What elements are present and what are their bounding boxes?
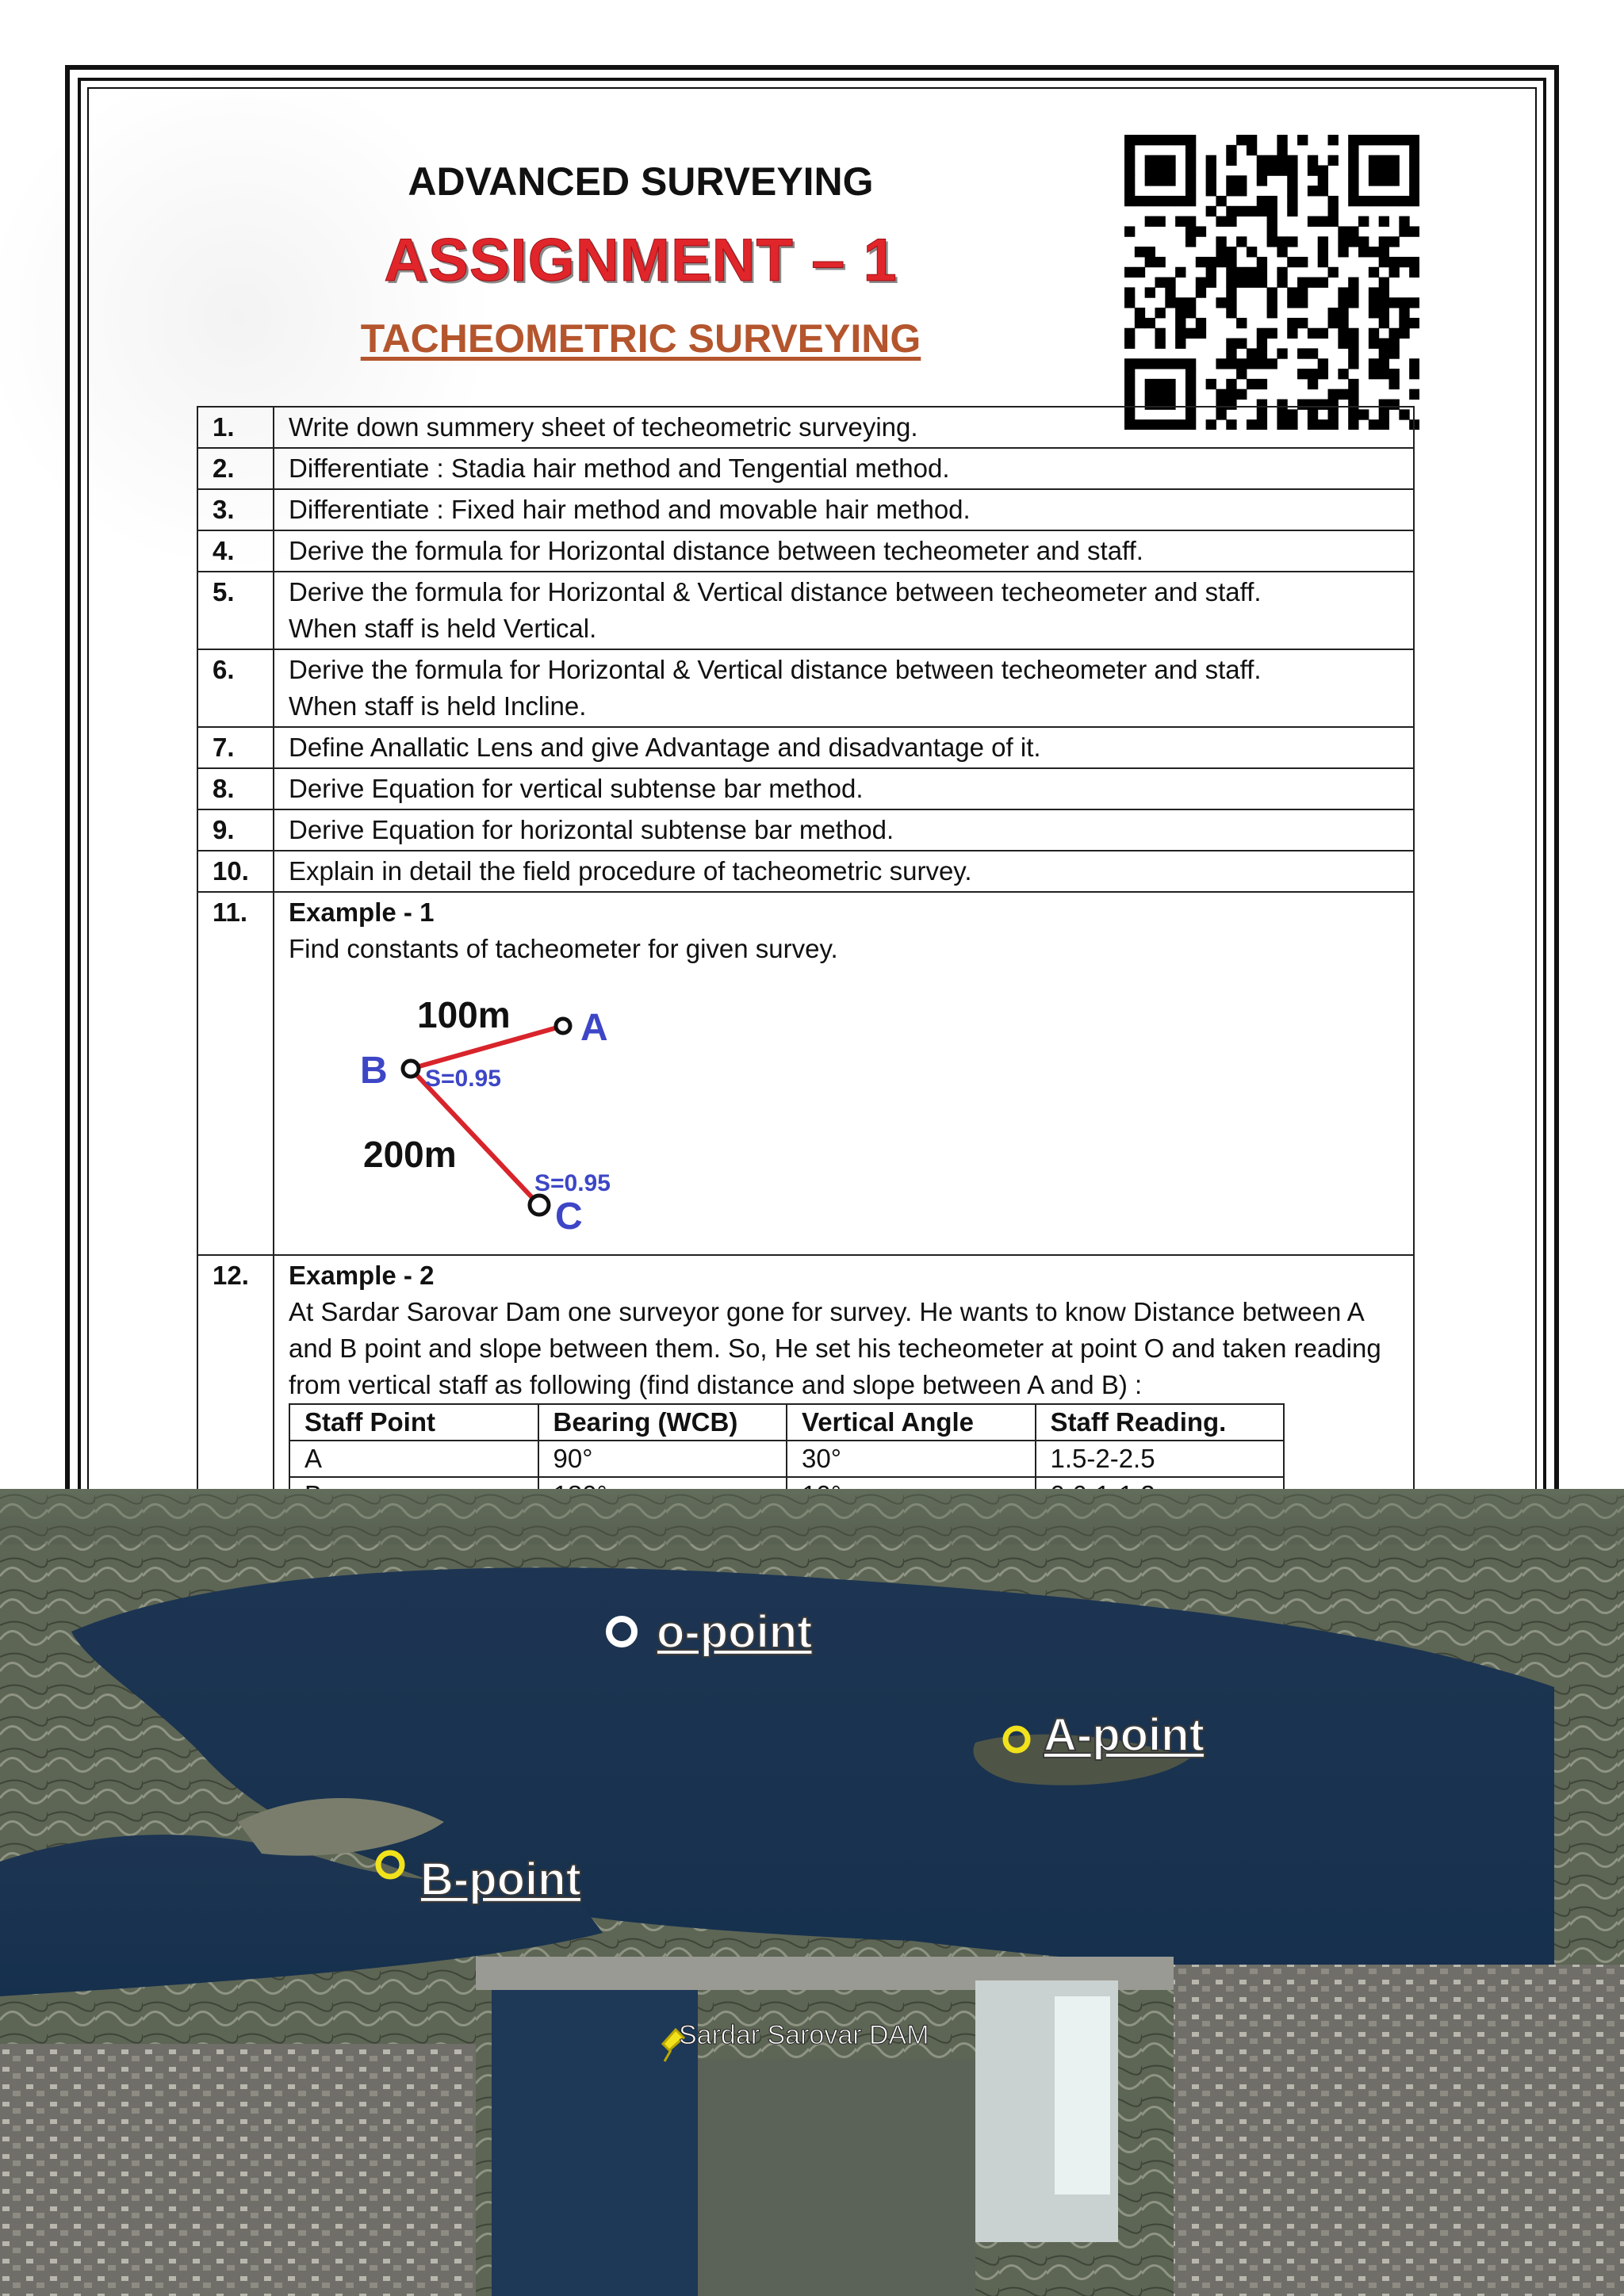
question-text: Derive the formula for Horizontal & Vertical distance between techeometer and staff. <box>289 655 1262 684</box>
question-number: 3. <box>197 489 274 530</box>
stadia-c-label: S=0.95 <box>534 1170 611 1196</box>
question-cell <box>274 489 1414 530</box>
question-number: 11. <box>197 892 274 1255</box>
b-point-label: B-point <box>420 1854 581 1905</box>
questions-table <box>197 406 1415 1521</box>
question-text: Define Anallatic Lens and give Advantage and disadvantage of it. <box>289 733 1041 762</box>
topic-title: TACHEOMETRIC SURVEYING <box>360 316 921 361</box>
table-row <box>197 727 1414 768</box>
question-number: 9. <box>197 809 274 851</box>
question-number: 10. <box>197 851 274 892</box>
table-row <box>197 489 1414 530</box>
question-text: Derive Equation for horizontal subtense bar method. <box>289 815 894 844</box>
question-text: Derive Equation for vertical subtense bar method. <box>289 774 864 803</box>
staff-header-cell: Bearing (WCB) <box>538 1404 787 1441</box>
dam-label: Sardar Sarovar DAM <box>679 2020 929 2050</box>
example-title: Example - 2 <box>289 1261 435 1290</box>
question-cell <box>274 809 1414 851</box>
point-b-marker <box>403 1061 419 1077</box>
stadia-b-label: S=0.95 <box>425 1066 501 1092</box>
table-row <box>197 649 1414 727</box>
question-number: 4. <box>197 530 274 572</box>
example-title: Example - 1 <box>289 897 435 927</box>
distance-bc-label: 200m <box>363 1134 457 1175</box>
question-cell <box>274 1255 1414 1520</box>
question-cell <box>274 572 1414 649</box>
survey-diagram <box>344 991 677 1253</box>
question-text-continued: When staff is held Incline. <box>289 691 587 721</box>
a-point-label: A-point <box>1044 1709 1205 1761</box>
staff-cell: 30° <box>787 1441 1036 1477</box>
question-cell <box>274 448 1414 489</box>
question-cell <box>274 727 1414 768</box>
question-text: Differentiate : Fixed hair method and movable hair method. <box>289 495 971 524</box>
distance-ba-label: 100m <box>417 994 511 1035</box>
table-row <box>197 809 1414 851</box>
staff-cell: A <box>289 1441 538 1477</box>
staff-cell: 1.5-2-2.5 <box>1036 1441 1285 1477</box>
table-row <box>197 851 1414 892</box>
question-cell <box>274 851 1414 892</box>
staff-header-cell: Vertical Angle <box>787 1404 1036 1441</box>
question-number: 12. <box>197 1255 274 1520</box>
staff-cell: 90° <box>538 1441 787 1477</box>
point-a-marker <box>556 1019 570 1033</box>
qr-code-icon[interactable] <box>1124 135 1419 430</box>
point-c-marker <box>530 1196 549 1215</box>
table-row <box>197 892 1414 1255</box>
point-b-label: B <box>360 1050 388 1092</box>
table-row <box>197 530 1414 572</box>
example-text: Find constants of tacheometer for given survey. <box>289 934 838 963</box>
question-cell <box>274 768 1414 809</box>
question-number: 6. <box>197 649 274 727</box>
dam-aerial-photo <box>0 1489 1624 2296</box>
question-text-continued: When staff is held Vertical. <box>289 614 597 643</box>
staff-header-cell: Staff Point <box>289 1404 538 1441</box>
question-cell <box>274 892 1414 1255</box>
question-text: Derive the formula for Horizontal distance between techeometer and staff. <box>289 536 1143 565</box>
o-point-label: o-point <box>657 1606 813 1658</box>
question-text: Differentiate : Stadia hair method and Tengential method. <box>289 453 950 483</box>
question-text: Explain in detail the field procedure of tacheometric survey. <box>289 856 972 886</box>
point-c-label: C <box>555 1196 583 1238</box>
question-cell <box>274 649 1414 727</box>
table-row <box>197 407 1414 448</box>
example-text: At Sardar Sarovar Dam one surveyor gone for survey. He wants to know Distance between A and B point and slope between them. So, He set his techeometer at point O and taken reading from vertical staff as following (find distance and slope between A and B) : <box>289 1297 1381 1399</box>
staff-table-row <box>289 1441 1284 1477</box>
question-number: 2. <box>197 448 274 489</box>
table-row <box>197 1255 1414 1520</box>
point-a-label: A <box>580 1007 608 1049</box>
question-text: Write down summery sheet of techeometric surveying. <box>289 412 918 442</box>
table-row <box>197 572 1414 649</box>
question-number: 7. <box>197 727 274 768</box>
staff-header-cell: Staff Reading. <box>1036 1404 1285 1441</box>
table-row <box>197 448 1414 489</box>
course-title: ADVANCED SURVEYING <box>408 159 874 204</box>
question-number: 8. <box>197 768 274 809</box>
table-row <box>197 768 1414 809</box>
survey-diagram-svg <box>344 991 677 1253</box>
question-number: 5. <box>197 572 274 649</box>
question-number: 1. <box>197 407 274 448</box>
question-text: Derive the formula for Horizontal & Vertical distance between techeometer and staff. <box>289 577 1262 607</box>
question-cell <box>274 530 1414 572</box>
staff-table-header <box>289 1404 1284 1441</box>
assignment-title: ASSIGNMENT – 1 <box>384 227 898 294</box>
question-cell <box>274 407 1414 448</box>
